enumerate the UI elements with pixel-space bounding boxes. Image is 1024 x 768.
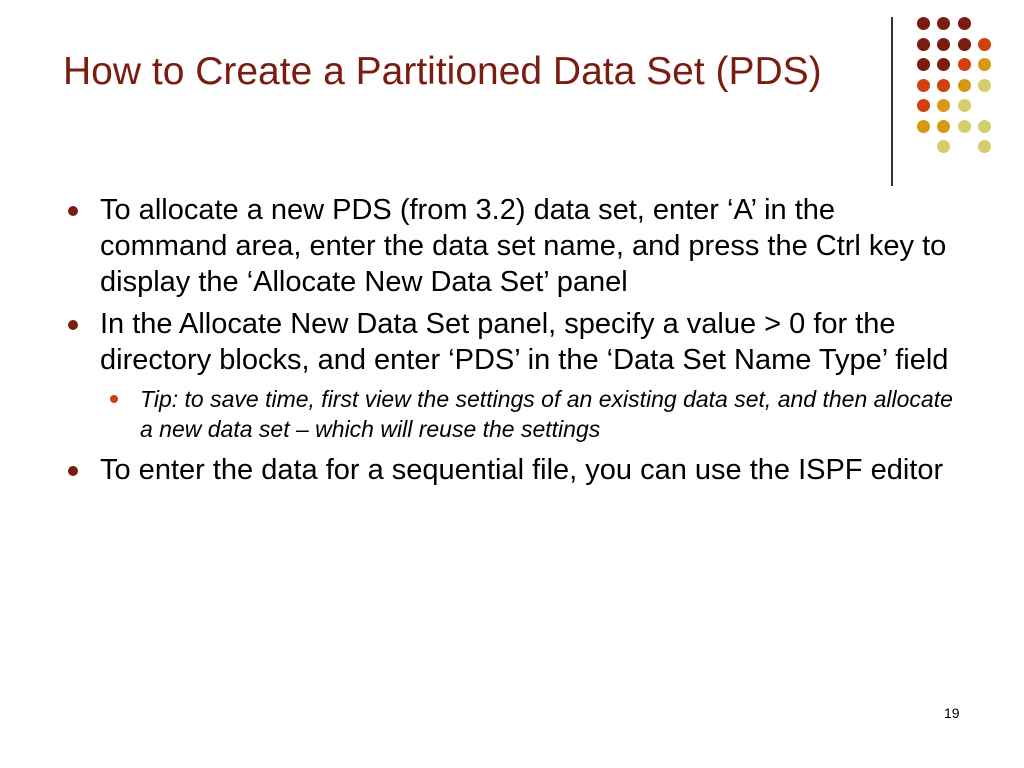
decorative-dot-icon: [937, 120, 950, 133]
decorative-dot-icon: [937, 99, 950, 112]
decorative-dot-icon: [978, 140, 991, 153]
decorative-dot-icon: [937, 79, 950, 92]
bullet-item: [66, 452, 966, 488]
decorative-dot-icon: [958, 58, 971, 71]
sub-bullet-dot-icon: [110, 395, 118, 403]
decorative-dot-icon: [917, 38, 930, 51]
decorative-dot-icon: [978, 38, 991, 51]
decorative-dot-icon: [978, 58, 991, 71]
decorative-dot-icon: [937, 38, 950, 51]
bullet-dot-icon: [68, 320, 78, 330]
slide-body: [66, 192, 966, 494]
slide-title: How to Create a Partitioned Data Set (PDS): [63, 50, 822, 93]
decorative-dot-icon: [917, 79, 930, 92]
decorative-dot-icon: [958, 120, 971, 133]
sub-bullet-text: Tip: to save time, first view the settings of an existing data set, and then allocate a new data set – which will reuse the settings: [140, 386, 953, 442]
decorative-dot-icon: [937, 17, 950, 30]
decorative-dot-icon: [917, 17, 930, 30]
decorative-dot-icon: [917, 99, 930, 112]
bullet-text: To allocate a new PDS (from 3.2) data set, enter ‘A’ in the command area, enter the data set name, and press the Ctrl key to display the ‘Allocate New Data Set’ panel: [100, 194, 947, 298]
decorative-dot-icon: [958, 17, 971, 30]
bullet-dot-icon: [68, 206, 78, 216]
decorative-dot-icon: [937, 58, 950, 71]
decorative-dot-icon: [958, 79, 971, 92]
decorative-dot-icon: [917, 58, 930, 71]
decorative-dot-icon: [978, 79, 991, 92]
decorative-dot-icon: [937, 140, 950, 153]
bullet-dot-icon: [68, 466, 78, 476]
bullet-item: [66, 306, 966, 378]
decorative-dot-icon: [917, 120, 930, 133]
page-number: 19: [944, 705, 960, 721]
decorative-dot-icon: [978, 120, 991, 133]
bullet-text: In the Allocate New Data Set panel, specify a value > 0 for the directory blocks, and enter ‘PDS’ in the ‘Data Set Name Type’ field: [100, 308, 949, 376]
title-divider: [891, 17, 893, 186]
bullet-item: [66, 192, 966, 300]
decorative-dot-icon: [958, 38, 971, 51]
sub-bullet-item: [110, 384, 966, 444]
decorative-dot-icon: [958, 99, 971, 112]
bullet-text: To enter the data for a sequential file, you can use the ISPF editor: [100, 454, 944, 486]
